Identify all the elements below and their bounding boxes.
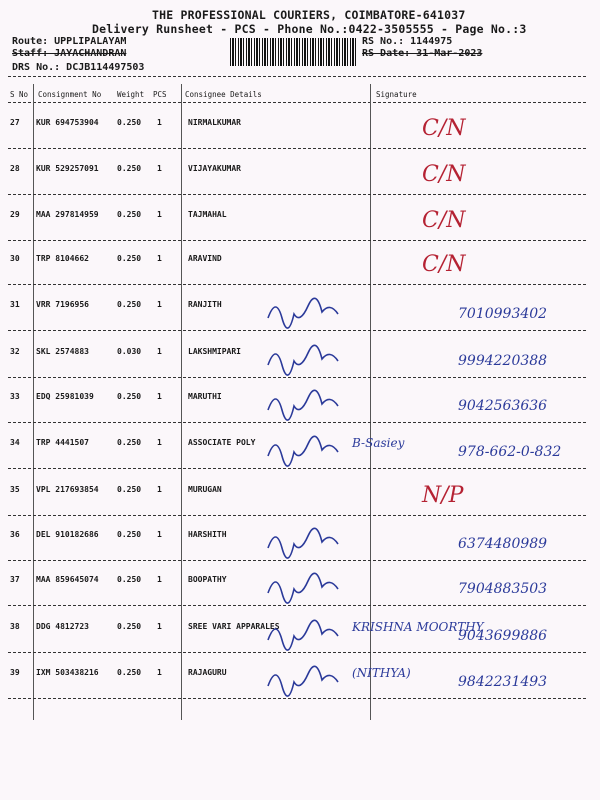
row-consignee: LAKSHMIPARI xyxy=(188,347,241,356)
row-weight: 0.250 xyxy=(117,530,142,539)
divider xyxy=(8,76,586,77)
signature-phone: 7904883503 xyxy=(458,581,548,597)
col-header-consignment: Consignment No xyxy=(38,90,102,99)
row-consignment-no: KUR 694753904 xyxy=(36,118,99,127)
row-pcs: 1 xyxy=(157,300,162,309)
row-consignment-no: IXM 503438216 xyxy=(36,668,99,677)
row-sno: 31 xyxy=(10,300,20,309)
row-weight: 0.250 xyxy=(117,254,142,263)
row-consignment-no: TRP 8104662 xyxy=(36,254,89,263)
row-consignment-no: VRR 7196956 xyxy=(36,300,89,309)
row-sno: 32 xyxy=(10,347,20,356)
signature-cell xyxy=(262,198,582,248)
signature-phone: 978-662-0-832 xyxy=(458,444,562,460)
signature-note: C/N xyxy=(422,252,466,277)
signature-phone: 9042563636 xyxy=(458,398,548,414)
row-consignment-no: DEL 910182686 xyxy=(36,530,99,539)
row-pcs: 1 xyxy=(157,210,162,219)
barcode xyxy=(230,38,358,66)
row-consignee: NIRMALKUMAR xyxy=(188,118,241,127)
signature-phone: 9043699886 xyxy=(458,628,548,644)
column-divider xyxy=(33,84,34,720)
row-pcs: 1 xyxy=(157,347,162,356)
row-sno: 38 xyxy=(10,622,20,631)
row-pcs: 1 xyxy=(157,438,162,447)
row-weight: 0.250 xyxy=(117,485,142,494)
row-consignment-no: KUR 529257091 xyxy=(36,164,99,173)
row-consignee: ASSOCIATE POLY xyxy=(188,438,256,447)
row-weight: 0.030 xyxy=(117,347,142,356)
rs-number: RS No.: 1144975 xyxy=(362,36,453,47)
col-header-sno: S No xyxy=(10,90,29,99)
row-sno: 39 xyxy=(10,668,20,677)
signature-note: C/N xyxy=(422,116,466,141)
row-consignment-no: EDQ 25981039 xyxy=(36,392,94,401)
route-label: Route: UPPLIPALAYAM xyxy=(12,36,127,47)
row-weight: 0.250 xyxy=(117,118,142,127)
row-pcs: 1 xyxy=(157,485,162,494)
signature-note: (NITHYA) xyxy=(352,666,411,680)
drs-number: DRS No.: DCJB114497503 xyxy=(12,62,145,73)
signature-cell xyxy=(262,518,582,568)
row-weight: 0.250 xyxy=(117,392,142,401)
divider xyxy=(8,102,586,103)
runsheet-subtitle: Delivery Runsheet - PCS - Phone No.:0422-3505555 - Page No.:3 xyxy=(92,22,527,36)
row-weight: 0.250 xyxy=(117,575,142,584)
signature-note: KRISHNA MOORTHY xyxy=(352,620,484,634)
row-consignee: BOOPATHY xyxy=(188,575,227,584)
rs-date: RS Date: 31-Mar-2023 xyxy=(362,48,483,59)
row-consignment-no: DDG 4812723 xyxy=(36,622,89,631)
row-consignee: ARAVIND xyxy=(188,254,222,263)
signature-cell xyxy=(262,106,582,156)
row-consignee: RANJITH xyxy=(188,300,222,309)
signature-note: C/N xyxy=(422,162,466,187)
row-weight: 0.250 xyxy=(117,668,142,677)
row-consignment-no: VPL 217693854 xyxy=(36,485,99,494)
row-consignee: SREE VARI APPARALES xyxy=(188,622,280,631)
row-consignee: MURUGAN xyxy=(188,485,222,494)
row-pcs: 1 xyxy=(157,530,162,539)
signature-cell xyxy=(262,242,582,292)
col-header-signature: Signature xyxy=(376,90,417,99)
row-weight: 0.250 xyxy=(117,164,142,173)
row-consignment-no: MAA 859645074 xyxy=(36,575,99,584)
row-sno: 37 xyxy=(10,575,20,584)
row-sno: 27 xyxy=(10,118,20,127)
signature-cell xyxy=(262,656,582,706)
signature-note: C/N xyxy=(422,208,466,233)
signature-cell xyxy=(262,335,582,385)
signature-phone: 6374480989 xyxy=(458,536,548,552)
signature-phone: 7010993402 xyxy=(458,306,548,322)
row-pcs: 1 xyxy=(157,392,162,401)
staff-label: Staff: JAYACHANDRAN xyxy=(12,48,127,59)
row-pcs: 1 xyxy=(157,668,162,677)
signature-cell xyxy=(262,152,582,202)
row-pcs: 1 xyxy=(157,164,162,173)
signature-cell xyxy=(262,288,582,338)
row-sno: 28 xyxy=(10,164,20,173)
row-pcs: 1 xyxy=(157,575,162,584)
row-weight: 0.250 xyxy=(117,622,142,631)
row-sno: 36 xyxy=(10,530,20,539)
signature-cell xyxy=(262,380,582,430)
row-pcs: 1 xyxy=(157,254,162,263)
signature-phone: 9842231493 xyxy=(458,674,548,690)
row-consignment-no: SKL 2574883 xyxy=(36,347,89,356)
signature-cell xyxy=(262,610,582,660)
row-sno: 30 xyxy=(10,254,20,263)
company-title: THE PROFESSIONAL COURIERS, COIMBATORE-641037 xyxy=(152,8,466,22)
row-sno: 34 xyxy=(10,438,20,447)
row-weight: 0.250 xyxy=(117,210,142,219)
row-consignee: VIJAYAKUMAR xyxy=(188,164,241,173)
col-header-consignee: Consignee Details xyxy=(185,90,262,99)
row-consignee: RAJAGURU xyxy=(188,668,227,677)
row-consignee: TAJMAHAL xyxy=(188,210,227,219)
column-divider xyxy=(181,84,182,720)
signature-phone: 9994220388 xyxy=(458,353,548,369)
row-sno: 29 xyxy=(10,210,20,219)
col-header-weight: Weight xyxy=(117,90,145,99)
row-sno: 35 xyxy=(10,485,20,494)
row-pcs: 1 xyxy=(157,622,162,631)
row-consignee: MARUTHI xyxy=(188,392,222,401)
row-pcs: 1 xyxy=(157,118,162,127)
col-header-pcs: PCS xyxy=(153,90,167,99)
row-weight: 0.250 xyxy=(117,438,142,447)
signature-cell xyxy=(262,473,582,523)
row-weight: 0.250 xyxy=(117,300,142,309)
row-consignee: HARSHITH xyxy=(188,530,227,539)
row-sno: 33 xyxy=(10,392,20,401)
signature-note: B-Sasiey xyxy=(352,436,405,450)
row-consignment-no: TRP 4441507 xyxy=(36,438,89,447)
signature-note: N/P xyxy=(422,483,464,508)
signature-cell xyxy=(262,426,582,476)
signature-cell xyxy=(262,563,582,613)
row-consignment-no: MAA 297814959 xyxy=(36,210,99,219)
